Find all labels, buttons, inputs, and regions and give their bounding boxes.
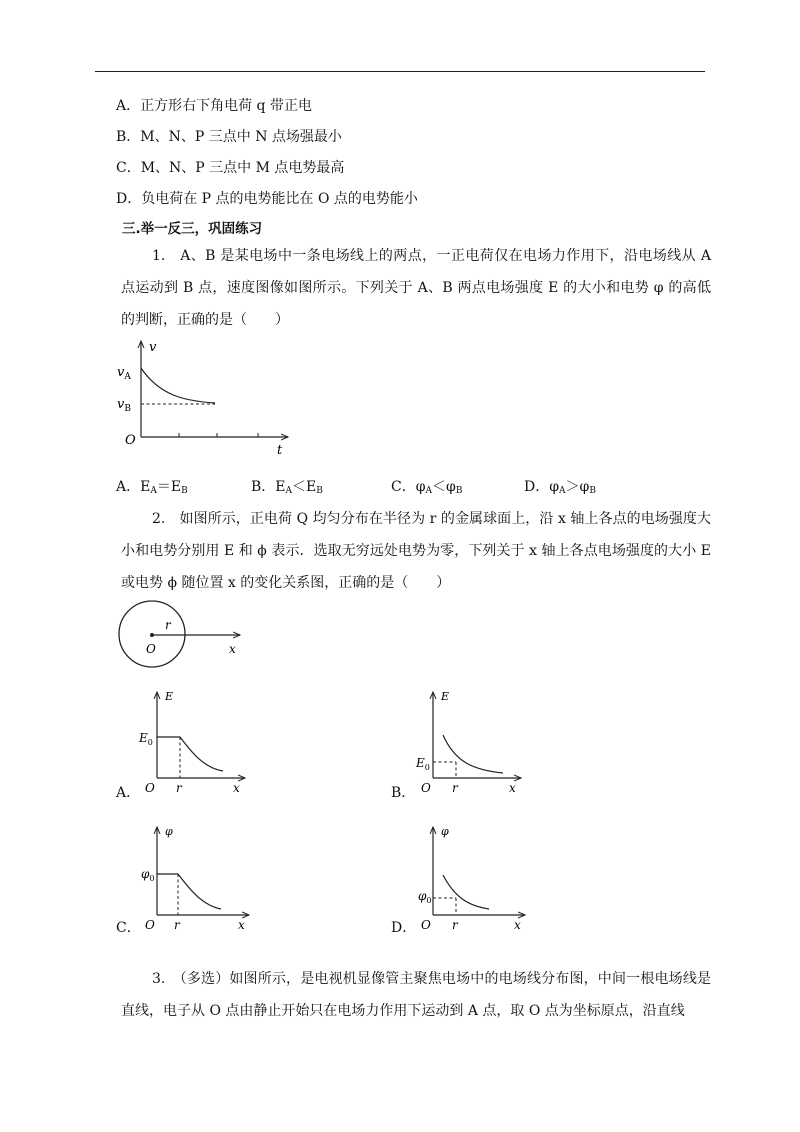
q2-b-origin: O [421, 781, 431, 795]
q2-choice-c-graph [135, 823, 255, 933]
q1-velocity-curve [141, 368, 215, 403]
section-heading: 三.举一反三，巩固练习 [122, 221, 263, 237]
q2-choice-a-graph [135, 688, 255, 798]
q2-d-y-label: φ [441, 825, 449, 838]
q1-velocity-graph [110, 338, 300, 458]
q3-text: 3. （多选）如图所示，是电视机显像管主聚焦电场中的电场线分布图，中间一根电场线是直线，电子从 O 点由静止开始只在电场力作用下运动到 A 点，取 O 点为坐标原点，沿直线 [121, 971, 711, 1019]
q2-a-y0-label: $E_0$ [139, 731, 153, 747]
q2-text: 2. 如图所示，正电荷 Q 均匀分布在半径为 r 的金属球面上，沿 x 轴上各点的电场强度大小和电势分别用 E 和 ϕ 表示．选取无穷远处电势为零，下列关于 x 轴上各点电场强度的大小 E 或电势 ϕ 随位置 x 的变化关系图，正确的是（ ） [121, 511, 711, 591]
q2-r-label: r [165, 618, 171, 632]
q1-vb-label: $v_B$ [117, 397, 131, 414]
q2-sphere-diagram [110, 598, 250, 668]
q2-a-y-label: E [165, 690, 174, 703]
q1-va-label: $v_A$ [117, 365, 131, 382]
prev-option-a: A．正方形右下角电荷 q 带正电 [116, 98, 312, 114]
q1-option-a: A．$E_A=E_B$ [116, 479, 188, 496]
q2-c-y0-label: $\varphi_0$ [141, 867, 155, 883]
q2-a-origin: O [145, 781, 155, 795]
q2-c-r-label: r [174, 918, 180, 932]
q2-d-r-label: r [452, 918, 458, 932]
q2-a-curve [157, 737, 223, 771]
q2-d-curve [443, 875, 489, 909]
q2-x-label: x [229, 642, 236, 656]
q2-b-y0-label: $E_0$ [416, 756, 430, 772]
q2-choice-d-letter: D． [391, 920, 417, 936]
q2-choice-c-letter: C． [116, 920, 141, 936]
q2-c-curve [157, 874, 221, 909]
q2-choice-b-letter: B． [391, 785, 416, 801]
q2-d-origin: O [421, 918, 431, 932]
q1-x-label: t [277, 443, 283, 458]
q2-a-r-label: r [176, 781, 182, 795]
q2-c-x-label: x [238, 918, 245, 932]
q2-b-curve [443, 735, 503, 773]
q2-d-y0-label: $\varphi_0$ [418, 889, 432, 905]
prev-option-d: D．负电荷在 P 点的电势能比在 O 点的电势能小 [116, 191, 418, 207]
q1-option-d: D．$\varphi_A>\varphi_B$ [524, 479, 596, 496]
q1-y-label: v [149, 340, 157, 355]
q1-text: 1. A、B 是某电场中一条电场线上的两点，一正电荷仅在电场力作用下，沿电场线从 A 点运动到 B 点，速度图像如图所示。下列关于 A、B 两点电场强度 E 的大小和电势 φ 的高低的判断，正确的是（ ） [121, 248, 711, 328]
q2-a-x-label: x [233, 781, 240, 795]
q2-b-y-label: E [441, 690, 450, 703]
q2-c-origin: O [145, 918, 155, 932]
prev-option-c: C．M、N、P 三点中 M 点电势最高 [116, 160, 345, 176]
header-rule [95, 71, 705, 72]
q2-b-x-label: x [509, 781, 516, 795]
q1-option-b: B．$E_A<E_B$ [251, 479, 323, 496]
q1-option-c: C．$\varphi_A<\varphi_B$ [391, 479, 463, 496]
q2-choice-b-graph [411, 688, 531, 798]
q2-o-label: O [146, 642, 156, 656]
q2-choice-a-letter: A． [116, 785, 141, 801]
q1-origin: O [125, 433, 136, 448]
prev-option-b: B．M、N、P 三点中 N 点场强最小 [116, 129, 342, 145]
q2-choice-d-graph [411, 823, 531, 933]
q2-c-y-label: φ [165, 825, 173, 838]
q2-b-r-label: r [452, 781, 458, 795]
q2-d-x-label: x [514, 918, 521, 932]
